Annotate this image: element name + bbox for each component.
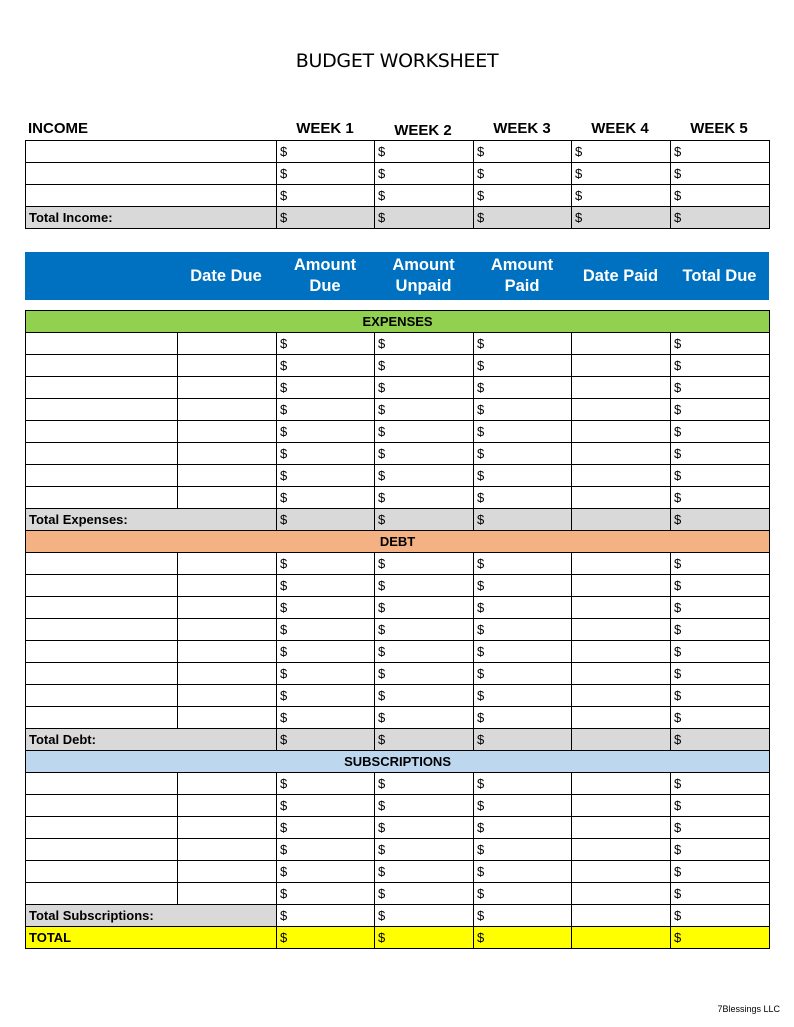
amount-paid-cell[interactable]: $: [474, 553, 572, 575]
total-due-cell[interactable]: $: [671, 883, 770, 905]
amount-due-cell[interactable]: $: [277, 355, 375, 377]
budget-row: [26, 487, 770, 509]
total-due-cell[interactable]: $: [671, 355, 770, 377]
amount-paid-cell[interactable]: $: [474, 421, 572, 443]
date-due-cell[interactable]: [178, 685, 277, 707]
item-name-cell[interactable]: [26, 575, 178, 597]
amount-paid-cell[interactable]: $: [474, 377, 572, 399]
date-due-cell[interactable]: [178, 597, 277, 619]
amount-due-cell[interactable]: $: [277, 619, 375, 641]
section-title: DEBT: [26, 531, 770, 553]
income-source-cell[interactable]: [26, 185, 277, 207]
income-row: [26, 185, 770, 207]
section-total-label: Total Subscriptions:: [26, 905, 277, 927]
date-paid-cell[interactable]: [572, 377, 671, 399]
total-amount-paid-cell[interactable]: $: [474, 509, 572, 531]
amount-unpaid-cell[interactable]: $: [375, 597, 474, 619]
item-name-cell[interactable]: [26, 663, 178, 685]
amount-due-cell[interactable]: $: [277, 575, 375, 597]
grand-total-label: TOTAL: [26, 927, 277, 949]
item-name-cell[interactable]: [26, 553, 178, 575]
amount-due-cell[interactable]: $: [277, 399, 375, 421]
total-date-paid-cell[interactable]: [572, 905, 671, 927]
total-due-cell[interactable]: $: [671, 575, 770, 597]
date-paid-cell[interactable]: [572, 465, 671, 487]
page-title: BUDGET WORKSHEET: [295, 50, 499, 72]
grand-total-amount-paid[interactable]: $: [474, 927, 572, 949]
date-paid-cell[interactable]: [572, 553, 671, 575]
item-name-cell[interactable]: [26, 465, 178, 487]
total-total-due-cell[interactable]: $: [671, 905, 770, 927]
income-amount-cell[interactable]: $: [277, 141, 375, 163]
item-name-cell[interactable]: [26, 377, 178, 399]
income-total-cell[interactable]: $: [375, 207, 474, 229]
amount-paid-cell[interactable]: $: [474, 707, 572, 729]
date-due-cell[interactable]: [178, 663, 277, 685]
income-total-row: [26, 207, 770, 229]
total-amount-unpaid-cell[interactable]: $: [375, 509, 474, 531]
amount-unpaid-cell[interactable]: $: [375, 839, 474, 861]
date-due-cell[interactable]: [178, 795, 277, 817]
amount-unpaid-cell[interactable]: $: [375, 465, 474, 487]
budget-row: [26, 707, 770, 729]
item-name-cell[interactable]: [26, 773, 178, 795]
item-name-cell[interactable]: [26, 685, 178, 707]
item-name-cell[interactable]: [26, 817, 178, 839]
budget-row: [26, 619, 770, 641]
section-total-row: [26, 905, 770, 927]
total-due-cell[interactable]: $: [671, 663, 770, 685]
item-name-cell[interactable]: [26, 795, 178, 817]
budget-row: [26, 553, 770, 575]
date-paid-cell[interactable]: [572, 443, 671, 465]
amount-paid-cell[interactable]: $: [474, 839, 572, 861]
date-due-cell[interactable]: [178, 883, 277, 905]
income-amount-cell[interactable]: $: [474, 185, 572, 207]
total-amount-due-cell[interactable]: $: [277, 729, 375, 751]
total-due-header: Total Due: [682, 266, 757, 285]
date-paid-cell[interactable]: [572, 795, 671, 817]
date-paid-cell[interactable]: [572, 575, 671, 597]
income-amount-cell[interactable]: $: [671, 141, 770, 163]
amount-due-cell[interactable]: $: [277, 817, 375, 839]
date-paid-cell[interactable]: [572, 685, 671, 707]
date-paid-cell[interactable]: [572, 399, 671, 421]
total-due-cell[interactable]: $: [671, 443, 770, 465]
total-due-cell[interactable]: $: [671, 333, 770, 355]
total-due-cell[interactable]: $: [671, 839, 770, 861]
income-total-cell[interactable]: $: [572, 207, 671, 229]
total-date-paid-cell[interactable]: [572, 509, 671, 531]
date-due-cell[interactable]: [178, 641, 277, 663]
date-due-cell[interactable]: [178, 421, 277, 443]
budget-row: [26, 355, 770, 377]
amount-due-cell[interactable]: $: [277, 465, 375, 487]
week-4-heading: WEEK 4: [591, 120, 649, 137]
income-source-cell[interactable]: [26, 163, 277, 185]
section-header-row: [26, 311, 770, 333]
amount-paid-cell[interactable]: $: [474, 817, 572, 839]
amount-due-cell[interactable]: $: [277, 641, 375, 663]
budget-row: [26, 641, 770, 663]
total-income-label: Total Income:: [26, 207, 277, 229]
date-paid-cell[interactable]: [572, 421, 671, 443]
budget-row: [26, 883, 770, 905]
date-due-cell[interactable]: [178, 817, 277, 839]
section-total-label: Total Expenses:: [26, 509, 277, 531]
date-paid-cell[interactable]: [572, 861, 671, 883]
budget-row: [26, 795, 770, 817]
amount-unpaid-cell[interactable]: $: [375, 685, 474, 707]
amount-paid-cell[interactable]: $: [474, 861, 572, 883]
income-amount-cell[interactable]: $: [671, 163, 770, 185]
budget-row: [26, 817, 770, 839]
amount-due-cell[interactable]: $: [277, 707, 375, 729]
income-amount-cell[interactable]: $: [474, 141, 572, 163]
income-amount-cell[interactable]: $: [572, 141, 671, 163]
item-name-cell[interactable]: [26, 421, 178, 443]
section-total-row: [26, 729, 770, 751]
date-due-cell[interactable]: [178, 443, 277, 465]
amount-paid-cell[interactable]: $: [474, 685, 572, 707]
date-due-cell[interactable]: [178, 553, 277, 575]
budget-row: [26, 377, 770, 399]
income-amount-cell[interactable]: $: [277, 185, 375, 207]
budget-row: [26, 399, 770, 421]
grand-total-amount-due[interactable]: $: [277, 927, 375, 949]
total-date-paid-cell[interactable]: [572, 729, 671, 751]
total-due-cell[interactable]: $: [671, 553, 770, 575]
income-amount-cell[interactable]: $: [375, 141, 474, 163]
amount-unpaid-cell[interactable]: $: [375, 355, 474, 377]
amount-unpaid-cell[interactable]: $: [375, 641, 474, 663]
total-amount-unpaid-cell[interactable]: $: [375, 905, 474, 927]
budget-row: [26, 663, 770, 685]
total-due-cell[interactable]: $: [671, 377, 770, 399]
amount-due-cell[interactable]: $: [277, 597, 375, 619]
amount-due-cell[interactable]: $: [277, 839, 375, 861]
total-due-cell[interactable]: $: [671, 861, 770, 883]
item-name-cell[interactable]: [26, 597, 178, 619]
date-due-cell[interactable]: [178, 399, 277, 421]
budget-row: [26, 839, 770, 861]
income-total-cell[interactable]: $: [671, 207, 770, 229]
date-due-cell[interactable]: [178, 465, 277, 487]
total-amount-paid-cell[interactable]: $: [474, 905, 572, 927]
budget-row: [26, 465, 770, 487]
item-name-cell[interactable]: [26, 641, 178, 663]
amount-paid-cell[interactable]: $: [474, 883, 572, 905]
item-name-cell[interactable]: [26, 883, 178, 905]
total-due-cell[interactable]: $: [671, 817, 770, 839]
total-amount-due-cell[interactable]: $: [277, 509, 375, 531]
budget-table: [25, 310, 770, 949]
budget-row: [26, 443, 770, 465]
item-name-cell[interactable]: [26, 443, 178, 465]
date-paid-cell[interactable]: [572, 883, 671, 905]
total-amount-unpaid-cell[interactable]: $: [375, 729, 474, 751]
footer-credit: 7Blessings LLC: [717, 1004, 780, 1014]
amount-unpaid-cell[interactable]: $: [375, 553, 474, 575]
amount-paid-cell[interactable]: $: [474, 619, 572, 641]
date-paid-cell[interactable]: [572, 333, 671, 355]
total-amount-paid-cell[interactable]: $: [474, 729, 572, 751]
total-due-cell[interactable]: $: [671, 641, 770, 663]
item-name-cell[interactable]: [26, 399, 178, 421]
amount-paid-cell[interactable]: $: [474, 641, 572, 663]
amount-paid-cell[interactable]: $: [474, 773, 572, 795]
amount-due-cell[interactable]: $: [277, 795, 375, 817]
date-paid-cell[interactable]: [572, 839, 671, 861]
item-name-cell[interactable]: [26, 861, 178, 883]
total-total-due-cell[interactable]: $: [671, 509, 770, 531]
budget-row: [26, 597, 770, 619]
week-1-heading: WEEK 1: [296, 120, 354, 137]
column-header-band: [25, 252, 769, 300]
total-due-cell[interactable]: $: [671, 399, 770, 421]
amount-paid-cell[interactable]: $: [474, 443, 572, 465]
item-name-cell[interactable]: [26, 355, 178, 377]
budget-row: [26, 333, 770, 355]
amount-unpaid-cell[interactable]: $: [375, 795, 474, 817]
date-paid-cell[interactable]: [572, 619, 671, 641]
income-amount-cell[interactable]: $: [474, 163, 572, 185]
income-source-cell[interactable]: [26, 141, 277, 163]
amount-unpaid-cell[interactable]: $: [375, 619, 474, 641]
amount-unpaid-cell[interactable]: $: [375, 377, 474, 399]
section-total-label: Total Debt:: [26, 729, 277, 751]
amount-unpaid-cell[interactable]: $: [375, 399, 474, 421]
income-amount-cell[interactable]: $: [375, 163, 474, 185]
total-due-cell[interactable]: $: [671, 421, 770, 443]
amount-unpaid-cell[interactable]: $: [375, 421, 474, 443]
total-due-cell[interactable]: $: [671, 773, 770, 795]
section-total-row: [26, 509, 770, 531]
date-due-cell[interactable]: [178, 355, 277, 377]
income-amount-cell[interactable]: $: [375, 185, 474, 207]
week-3-heading: WEEK 3: [493, 120, 551, 137]
amount-due-cell[interactable]: $: [277, 883, 375, 905]
amount-unpaid-cell[interactable]: $: [375, 707, 474, 729]
item-name-cell[interactable]: [26, 619, 178, 641]
total-due-cell[interactable]: $: [671, 707, 770, 729]
grand-total-amount-unpaid[interactable]: $: [375, 927, 474, 949]
date-due-cell[interactable]: [178, 487, 277, 509]
amount-due-cell[interactable]: $: [277, 773, 375, 795]
date-due-cell[interactable]: [178, 619, 277, 641]
amount-paid-cell[interactable]: $: [474, 597, 572, 619]
total-due-cell[interactable]: $: [671, 487, 770, 509]
section-title: SUBSCRIPTIONS: [26, 751, 770, 773]
income-total-cell[interactable]: $: [277, 207, 375, 229]
date-due-cell[interactable]: [178, 861, 277, 883]
income-total-cell[interactable]: $: [474, 207, 572, 229]
amount-unpaid-cell[interactable]: $: [375, 443, 474, 465]
grand-total-row: [26, 927, 770, 949]
amount-due-cell[interactable]: $: [277, 377, 375, 399]
income-table: [25, 140, 770, 229]
date-paid-cell[interactable]: [572, 707, 671, 729]
date-due-cell[interactable]: [178, 839, 277, 861]
date-due-cell[interactable]: [178, 377, 277, 399]
total-due-cell[interactable]: $: [671, 795, 770, 817]
income-heading: INCOME: [28, 120, 88, 137]
budget-row: [26, 773, 770, 795]
item-name-cell[interactable]: [26, 487, 178, 509]
date-due-cell[interactable]: [178, 773, 277, 795]
date-paid-cell[interactable]: [572, 773, 671, 795]
section-header-row: [26, 751, 770, 773]
income-row: [26, 163, 770, 185]
amount-unpaid-cell[interactable]: $: [375, 883, 474, 905]
amount-paid-cell[interactable]: $: [474, 663, 572, 685]
item-name-cell[interactable]: [26, 839, 178, 861]
amount-paid-cell[interactable]: $: [474, 575, 572, 597]
amount-due-cell[interactable]: $: [277, 333, 375, 355]
date-due-cell[interactable]: [178, 707, 277, 729]
date-due-cell[interactable]: [178, 333, 277, 355]
date-due-header: Date Due: [190, 266, 262, 285]
date-paid-cell[interactable]: [572, 817, 671, 839]
budget-row: [26, 685, 770, 707]
amount-unpaid-cell[interactable]: $: [375, 773, 474, 795]
amount-unpaid-cell[interactable]: $: [375, 663, 474, 685]
date-paid-cell[interactable]: [572, 641, 671, 663]
income-amount-cell[interactable]: $: [277, 163, 375, 185]
amount-due-cell[interactable]: $: [277, 861, 375, 883]
amount-paid-cell[interactable]: $: [474, 487, 572, 509]
total-due-cell[interactable]: $: [671, 685, 770, 707]
income-amount-cell[interactable]: $: [671, 185, 770, 207]
amount-due-cell[interactable]: $: [277, 421, 375, 443]
date-due-cell[interactable]: [178, 575, 277, 597]
amount-unpaid-cell[interactable]: $: [375, 575, 474, 597]
total-total-due-cell[interactable]: $: [671, 729, 770, 751]
budget-row: [26, 861, 770, 883]
amount-due-cell[interactable]: $: [277, 443, 375, 465]
amount-unpaid-header: Amount Unpaid: [392, 256, 455, 295]
income-amount-cell[interactable]: $: [572, 185, 671, 207]
amount-paid-cell[interactable]: $: [474, 795, 572, 817]
amount-due-cell[interactable]: $: [277, 663, 375, 685]
amount-paid-cell[interactable]: $: [474, 465, 572, 487]
total-due-cell[interactable]: $: [671, 465, 770, 487]
amount-due-cell[interactable]: $: [277, 553, 375, 575]
total-amount-due-cell[interactable]: $: [277, 905, 375, 927]
budget-row: [26, 421, 770, 443]
income-amount-cell[interactable]: $: [572, 163, 671, 185]
amount-paid-header: Amount Paid: [490, 256, 554, 295]
amount-paid-cell[interactable]: $: [474, 333, 572, 355]
amount-unpaid-cell[interactable]: $: [375, 861, 474, 883]
amount-unpaid-cell[interactable]: $: [375, 333, 474, 355]
week-5-heading: WEEK 5: [690, 120, 748, 137]
grand-total-date-paid[interactable]: [572, 927, 671, 949]
amount-due-cell[interactable]: $: [277, 487, 375, 509]
section-header-row: [26, 531, 770, 553]
item-name-cell[interactable]: [26, 333, 178, 355]
amount-paid-cell[interactable]: $: [474, 399, 572, 421]
grand-total-total-due[interactable]: $: [671, 927, 770, 949]
date-paid-header: Date Paid: [582, 266, 659, 285]
total-due-cell[interactable]: $: [671, 597, 770, 619]
date-paid-cell[interactable]: [572, 355, 671, 377]
total-due-cell[interactable]: $: [671, 619, 770, 641]
budget-row: [26, 575, 770, 597]
amount-due-header: Amount Due: [293, 256, 357, 295]
amount-unpaid-cell[interactable]: $: [375, 487, 474, 509]
section-title: EXPENSES: [26, 311, 770, 333]
amount-paid-cell[interactable]: $: [474, 355, 572, 377]
item-name-cell[interactable]: [26, 707, 178, 729]
date-paid-cell[interactable]: [572, 663, 671, 685]
date-paid-cell[interactable]: [572, 487, 671, 509]
week-2-heading: WEEK 2: [394, 122, 452, 139]
amount-due-cell[interactable]: $: [277, 685, 375, 707]
date-paid-cell[interactable]: [572, 597, 671, 619]
income-row: [26, 141, 770, 163]
amount-unpaid-cell[interactable]: $: [375, 817, 474, 839]
